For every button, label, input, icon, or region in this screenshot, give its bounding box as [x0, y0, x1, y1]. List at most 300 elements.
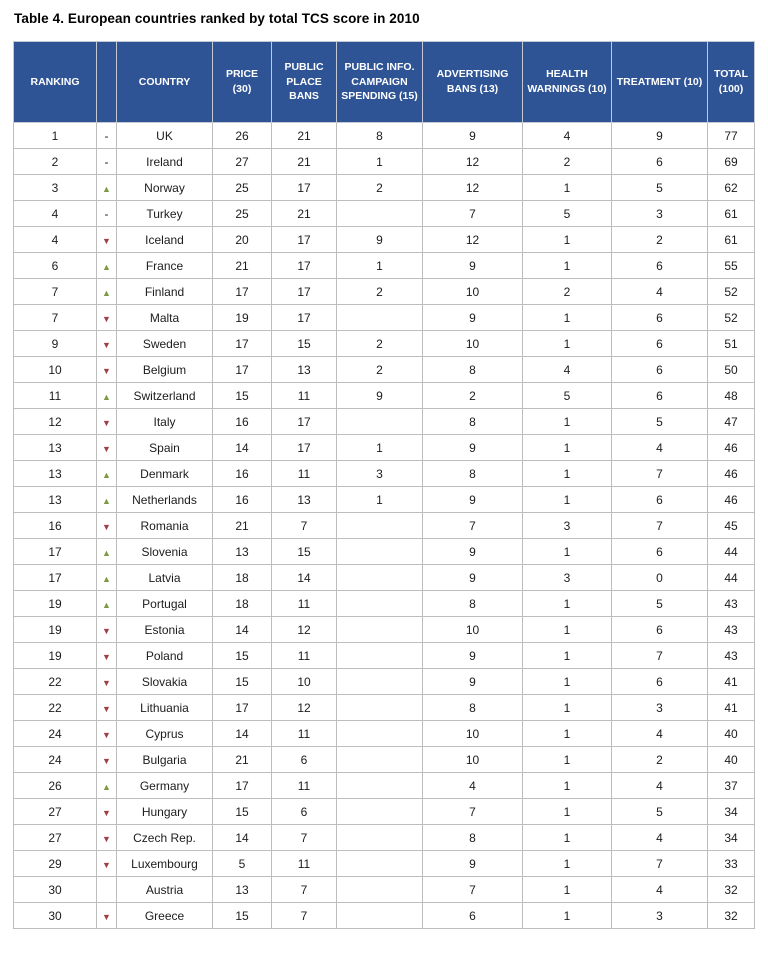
campaign-spending-cell: [337, 903, 423, 929]
health-warnings-cell: 3: [523, 565, 612, 591]
trend-cell: [97, 279, 117, 305]
ranking-cell: 17: [14, 565, 97, 591]
table-row: [14, 123, 755, 149]
treatment-cell: 9: [612, 123, 708, 149]
table-row: [14, 487, 755, 513]
treatment-cell: 0: [612, 565, 708, 591]
country-cell: Spain: [117, 435, 213, 461]
total-cell: 43: [708, 591, 755, 617]
public-place-bans-cell: 11: [272, 643, 337, 669]
health-warnings-cell: 1: [523, 253, 612, 279]
table-row: [14, 539, 755, 565]
table-row: [14, 825, 755, 851]
total-cell: 43: [708, 643, 755, 669]
public-place-bans-cell: 11: [272, 773, 337, 799]
country-cell: Czech Rep.: [117, 825, 213, 851]
table-row: [14, 409, 755, 435]
trend-down-icon: ▼: [102, 755, 111, 766]
trend-up-icon: ▲: [102, 183, 111, 194]
advertising-bans-cell: 4: [423, 773, 523, 799]
treatment-cell: 6: [612, 383, 708, 409]
trend-down-icon: ▼: [102, 677, 111, 688]
ranking-cell: 1: [14, 123, 97, 149]
column-header-ranking: RANKING: [14, 42, 97, 123]
ranking-cell: 22: [14, 669, 97, 695]
health-warnings-cell: 1: [523, 539, 612, 565]
treatment-cell: 6: [612, 305, 708, 331]
price-cell: 21: [213, 747, 272, 773]
campaign-spending-cell: [337, 669, 423, 695]
treatment-cell: 6: [612, 487, 708, 513]
price-cell: 27: [213, 149, 272, 175]
campaign-spending-cell: [337, 305, 423, 331]
health-warnings-cell: 4: [523, 357, 612, 383]
country-cell: Belgium: [117, 357, 213, 383]
public-place-bans-cell: 17: [272, 175, 337, 201]
ranking-cell: 7: [14, 279, 97, 305]
campaign-spending-cell: [337, 851, 423, 877]
health-warnings-cell: 1: [523, 409, 612, 435]
price-cell: 26: [213, 123, 272, 149]
trend-down-icon: ▼: [102, 521, 111, 532]
health-warnings-cell: 4: [523, 123, 612, 149]
treatment-cell: 4: [612, 279, 708, 305]
total-cell: 32: [708, 877, 755, 903]
campaign-spending-cell: [337, 825, 423, 851]
trend-down-icon: ▼: [102, 859, 111, 870]
campaign-spending-cell: 9: [337, 227, 423, 253]
price-cell: 25: [213, 201, 272, 227]
total-cell: 34: [708, 799, 755, 825]
health-warnings-cell: 1: [523, 487, 612, 513]
treatment-cell: 2: [612, 747, 708, 773]
treatment-cell: 7: [612, 643, 708, 669]
country-cell: Greece: [117, 903, 213, 929]
trend-cell: [97, 565, 117, 591]
advertising-bans-cell: 9: [423, 539, 523, 565]
price-cell: 18: [213, 565, 272, 591]
table-row: [14, 773, 755, 799]
price-cell: 13: [213, 539, 272, 565]
price-cell: 14: [213, 617, 272, 643]
table-row: [14, 331, 755, 357]
total-cell: 46: [708, 461, 755, 487]
treatment-cell: 4: [612, 773, 708, 799]
total-cell: 43: [708, 617, 755, 643]
trend-cell: [97, 123, 117, 149]
public-place-bans-cell: 12: [272, 617, 337, 643]
ranking-cell: 4: [14, 201, 97, 227]
treatment-cell: 5: [612, 799, 708, 825]
campaign-spending-cell: [337, 721, 423, 747]
trend-down-icon: ▼: [102, 365, 111, 376]
country-cell: Turkey: [117, 201, 213, 227]
trend-down-icon: ▼: [102, 807, 111, 818]
advertising-bans-cell: 9: [423, 565, 523, 591]
health-warnings-cell: 1: [523, 669, 612, 695]
public-place-bans-cell: 17: [272, 305, 337, 331]
advertising-bans-cell: 2: [423, 383, 523, 409]
trend-down-icon: ▼: [102, 729, 111, 740]
public-place-bans-cell: 17: [272, 409, 337, 435]
table-row: [14, 877, 755, 903]
total-cell: 34: [708, 825, 755, 851]
price-cell: 15: [213, 903, 272, 929]
health-warnings-cell: 5: [523, 201, 612, 227]
campaign-spending-cell: [337, 799, 423, 825]
campaign-spending-cell: [337, 201, 423, 227]
ranking-cell: 13: [14, 461, 97, 487]
trend-down-icon: ▼: [102, 833, 111, 844]
treatment-cell: 5: [612, 409, 708, 435]
table-row: [14, 591, 755, 617]
ranking-cell: 4: [14, 227, 97, 253]
ranking-cell: 13: [14, 435, 97, 461]
advertising-bans-cell: 9: [423, 435, 523, 461]
advertising-bans-cell: 10: [423, 331, 523, 357]
total-cell: 55: [708, 253, 755, 279]
public-place-bans-cell: 15: [272, 331, 337, 357]
advertising-bans-cell: 7: [423, 799, 523, 825]
advertising-bans-cell: 8: [423, 591, 523, 617]
price-cell: 17: [213, 279, 272, 305]
column-header-health-warnings: HEALTH WARNINGS (10): [523, 42, 612, 123]
public-place-bans-cell: 11: [272, 383, 337, 409]
campaign-spending-cell: 2: [337, 175, 423, 201]
price-cell: 16: [213, 409, 272, 435]
trend-cell: [97, 409, 117, 435]
total-cell: 41: [708, 669, 755, 695]
price-cell: 15: [213, 643, 272, 669]
campaign-spending-cell: [337, 539, 423, 565]
campaign-spending-cell: 1: [337, 435, 423, 461]
country-cell: Latvia: [117, 565, 213, 591]
treatment-cell: 7: [612, 513, 708, 539]
table-row: [14, 461, 755, 487]
country-cell: Bulgaria: [117, 747, 213, 773]
health-warnings-cell: 1: [523, 435, 612, 461]
campaign-spending-cell: 3: [337, 461, 423, 487]
ranking-cell: 19: [14, 591, 97, 617]
total-cell: 40: [708, 747, 755, 773]
public-place-bans-cell: 14: [272, 565, 337, 591]
ranking-cell: 6: [14, 253, 97, 279]
price-cell: 5: [213, 851, 272, 877]
trend-down-icon: ▼: [102, 443, 111, 454]
total-cell: 61: [708, 201, 755, 227]
public-place-bans-cell: 17: [272, 435, 337, 461]
trend-cell: [97, 877, 117, 903]
trend-cell: [97, 435, 117, 461]
trend-cell: [97, 721, 117, 747]
advertising-bans-cell: 9: [423, 643, 523, 669]
advertising-bans-cell: 8: [423, 825, 523, 851]
health-warnings-cell: 3: [523, 513, 612, 539]
advertising-bans-cell: 8: [423, 695, 523, 721]
advertising-bans-cell: 7: [423, 201, 523, 227]
ranking-cell: 27: [14, 825, 97, 851]
trend-cell: [97, 149, 117, 175]
trend-cell: [97, 747, 117, 773]
trend-up-icon: ▲: [102, 547, 111, 558]
total-cell: 61: [708, 227, 755, 253]
ranking-cell: 10: [14, 357, 97, 383]
health-warnings-cell: 1: [523, 747, 612, 773]
country-cell: Italy: [117, 409, 213, 435]
ranking-cell: 17: [14, 539, 97, 565]
public-place-bans-cell: 11: [272, 461, 337, 487]
health-warnings-cell: 2: [523, 149, 612, 175]
country-cell: Sweden: [117, 331, 213, 357]
trend-up-icon: ▲: [102, 469, 111, 480]
advertising-bans-cell: 7: [423, 513, 523, 539]
total-cell: 41: [708, 695, 755, 721]
total-cell: 69: [708, 149, 755, 175]
table-row: [14, 851, 755, 877]
price-cell: 16: [213, 461, 272, 487]
table-row: [14, 513, 755, 539]
advertising-bans-cell: 9: [423, 851, 523, 877]
trend-down-icon: ▼: [102, 703, 111, 714]
public-place-bans-cell: 17: [272, 253, 337, 279]
ranking-cell: 29: [14, 851, 97, 877]
country-cell: Germany: [117, 773, 213, 799]
health-warnings-cell: 1: [523, 773, 612, 799]
treatment-cell: 6: [612, 253, 708, 279]
table-row: [14, 799, 755, 825]
public-place-bans-cell: 7: [272, 825, 337, 851]
campaign-spending-cell: 8: [337, 123, 423, 149]
trend-cell: [97, 357, 117, 383]
advertising-bans-cell: 8: [423, 357, 523, 383]
treatment-cell: 5: [612, 175, 708, 201]
country-cell: Slovakia: [117, 669, 213, 695]
table-row: [14, 201, 755, 227]
ranking-cell: 30: [14, 903, 97, 929]
total-cell: 44: [708, 565, 755, 591]
ranking-cell: 19: [14, 617, 97, 643]
treatment-cell: 4: [612, 435, 708, 461]
trend-cell: [97, 695, 117, 721]
trend-cell: [97, 305, 117, 331]
table-row: [14, 617, 755, 643]
campaign-spending-cell: 2: [337, 357, 423, 383]
public-place-bans-cell: 17: [272, 279, 337, 305]
advertising-bans-cell: 9: [423, 123, 523, 149]
ranking-cell: 3: [14, 175, 97, 201]
ranking-cell: 24: [14, 721, 97, 747]
health-warnings-cell: 1: [523, 695, 612, 721]
advertising-bans-cell: 10: [423, 279, 523, 305]
table-title: Table 4. European countries ranked by total TCS score in 2010: [14, 11, 420, 26]
health-warnings-cell: 5: [523, 383, 612, 409]
total-cell: 32: [708, 903, 755, 929]
table-row: [14, 435, 755, 461]
trend-cell: [97, 539, 117, 565]
total-cell: 40: [708, 721, 755, 747]
total-cell: 77: [708, 123, 755, 149]
advertising-bans-cell: 8: [423, 409, 523, 435]
total-cell: 37: [708, 773, 755, 799]
table-row: [14, 175, 755, 201]
table-row: [14, 565, 755, 591]
trend-cell: [97, 617, 117, 643]
total-cell: 44: [708, 539, 755, 565]
trend-down-icon: ▼: [102, 911, 111, 922]
trend-cell: [97, 201, 117, 227]
country-cell: Poland: [117, 643, 213, 669]
column-header-campaign-spending: PUBLIC INFO. CAMPAIGN SPENDING (15): [337, 42, 423, 123]
country-cell: Netherlands: [117, 487, 213, 513]
treatment-cell: 6: [612, 331, 708, 357]
trend-cell: [97, 825, 117, 851]
trend-cell: [97, 253, 117, 279]
trend-up-icon: ▲: [102, 781, 111, 792]
table-row: [14, 305, 755, 331]
trend-cell: [97, 487, 117, 513]
table-row: [14, 747, 755, 773]
ranking-cell: 12: [14, 409, 97, 435]
campaign-spending-cell: [337, 565, 423, 591]
public-place-bans-cell: 10: [272, 669, 337, 695]
campaign-spending-cell: 2: [337, 331, 423, 357]
country-cell: Lithuania: [117, 695, 213, 721]
ranking-cell: 19: [14, 643, 97, 669]
trend-cell: [97, 383, 117, 409]
ranking-cell: 9: [14, 331, 97, 357]
total-cell: 33: [708, 851, 755, 877]
trend-cell: [97, 331, 117, 357]
trend-down-icon: ▼: [102, 625, 111, 636]
table-row: [14, 253, 755, 279]
country-cell: Portugal: [117, 591, 213, 617]
table-row: [14, 357, 755, 383]
health-warnings-cell: 1: [523, 305, 612, 331]
campaign-spending-cell: 2: [337, 279, 423, 305]
advertising-bans-cell: 9: [423, 669, 523, 695]
treatment-cell: 4: [612, 721, 708, 747]
health-warnings-cell: 1: [523, 799, 612, 825]
advertising-bans-cell: 10: [423, 617, 523, 643]
trend-dash-icon: -: [104, 206, 109, 221]
trend-down-icon: ▼: [102, 417, 111, 428]
health-warnings-cell: 1: [523, 227, 612, 253]
country-cell: Luxembourg: [117, 851, 213, 877]
health-warnings-cell: 1: [523, 825, 612, 851]
total-cell: 46: [708, 487, 755, 513]
trend-down-icon: ▼: [102, 313, 111, 324]
trend-cell: [97, 591, 117, 617]
public-place-bans-cell: 6: [272, 747, 337, 773]
table-row: [14, 903, 755, 929]
price-cell: 13: [213, 877, 272, 903]
trend-down-icon: ▼: [102, 651, 111, 662]
column-header-treatment: TREATMENT (10): [612, 42, 708, 123]
trend-cell: [97, 461, 117, 487]
price-cell: 17: [213, 773, 272, 799]
ranking-cell: 2: [14, 149, 97, 175]
advertising-bans-cell: 12: [423, 227, 523, 253]
trend-dash-icon: -: [104, 128, 109, 143]
campaign-spending-cell: 1: [337, 149, 423, 175]
ranking-cell: 26: [14, 773, 97, 799]
treatment-cell: 6: [612, 669, 708, 695]
trend-cell: [97, 773, 117, 799]
country-cell: Cyprus: [117, 721, 213, 747]
health-warnings-cell: 1: [523, 903, 612, 929]
price-cell: 25: [213, 175, 272, 201]
public-place-bans-cell: 13: [272, 357, 337, 383]
treatment-cell: 3: [612, 695, 708, 721]
campaign-spending-cell: [337, 773, 423, 799]
campaign-spending-cell: 9: [337, 383, 423, 409]
total-cell: 62: [708, 175, 755, 201]
public-place-bans-cell: 21: [272, 149, 337, 175]
campaign-spending-cell: [337, 695, 423, 721]
table-row: [14, 227, 755, 253]
total-cell: 46: [708, 435, 755, 461]
price-cell: 15: [213, 799, 272, 825]
trend-up-icon: ▲: [102, 573, 111, 584]
column-header-country: COUNTRY: [117, 42, 213, 123]
trend-down-icon: ▼: [102, 235, 111, 246]
trend-up-icon: ▲: [102, 495, 111, 506]
table-row: [14, 669, 755, 695]
health-warnings-cell: 1: [523, 643, 612, 669]
trend-cell: [97, 903, 117, 929]
health-warnings-cell: 2: [523, 279, 612, 305]
total-cell: 51: [708, 331, 755, 357]
ranking-cell: 30: [14, 877, 97, 903]
country-cell: Malta: [117, 305, 213, 331]
price-cell: 17: [213, 695, 272, 721]
table-row: [14, 149, 755, 175]
campaign-spending-cell: [337, 409, 423, 435]
ranking-cell: 13: [14, 487, 97, 513]
health-warnings-cell: 1: [523, 851, 612, 877]
ranking-cell: 7: [14, 305, 97, 331]
campaign-spending-cell: [337, 591, 423, 617]
treatment-cell: 7: [612, 461, 708, 487]
price-cell: 17: [213, 331, 272, 357]
advertising-bans-cell: 6: [423, 903, 523, 929]
column-header-total: TOTAL (100): [708, 42, 755, 123]
campaign-spending-cell: [337, 513, 423, 539]
total-cell: 48: [708, 383, 755, 409]
campaign-spending-cell: [337, 747, 423, 773]
treatment-cell: 2: [612, 227, 708, 253]
ranking-cell: 24: [14, 747, 97, 773]
country-cell: Slovenia: [117, 539, 213, 565]
public-place-bans-cell: 17: [272, 227, 337, 253]
price-cell: 20: [213, 227, 272, 253]
health-warnings-cell: 1: [523, 877, 612, 903]
price-cell: 17: [213, 357, 272, 383]
treatment-cell: 7: [612, 851, 708, 877]
trend-up-icon: ▲: [102, 391, 111, 402]
public-place-bans-cell: 7: [272, 903, 337, 929]
total-cell: 47: [708, 409, 755, 435]
campaign-spending-cell: [337, 877, 423, 903]
public-place-bans-cell: 12: [272, 695, 337, 721]
trend-cell: [97, 175, 117, 201]
campaign-spending-cell: [337, 617, 423, 643]
trend-up-icon: ▲: [102, 261, 111, 272]
trend-cell: [97, 643, 117, 669]
trend-dash-icon: -: [104, 154, 109, 169]
health-warnings-cell: 1: [523, 591, 612, 617]
advertising-bans-cell: 10: [423, 747, 523, 773]
